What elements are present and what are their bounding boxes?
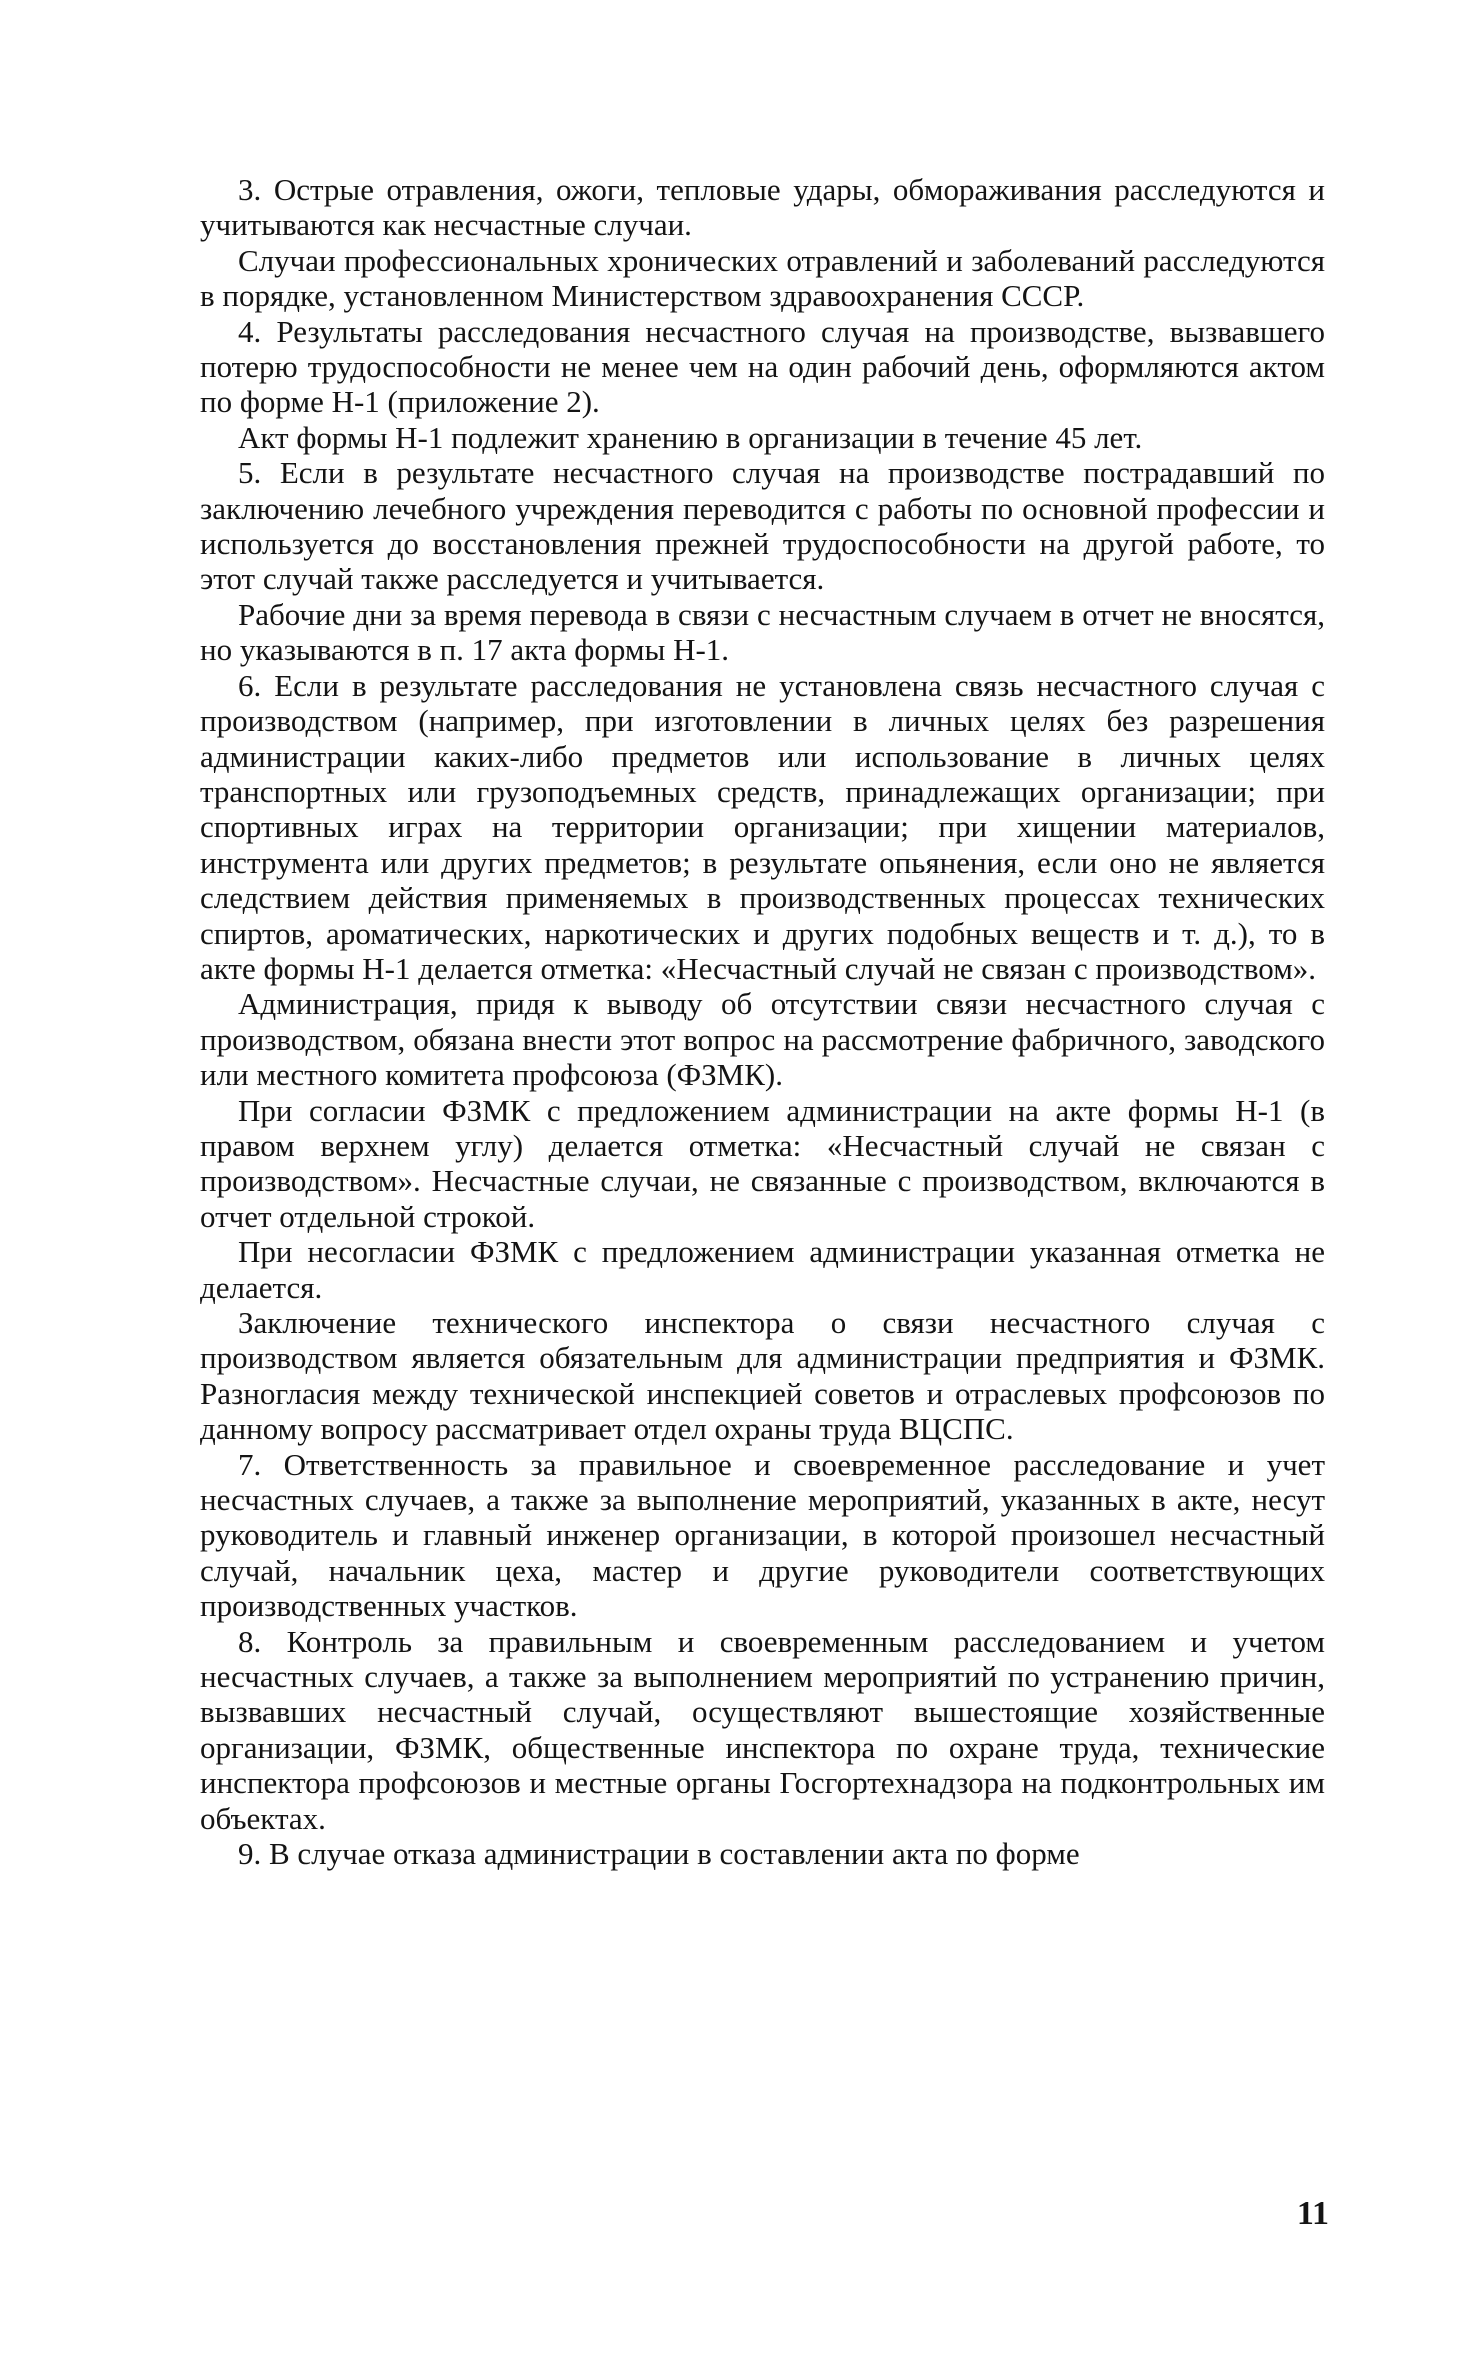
paragraph-inspector-conclusion: Заключение технического инспектора о связи несчастного случая с производством является обязательным для администрации предприятия и ФЗМК. Разногласия между технической инспекцией советов и отраслевых профсоюзов по данному вопросу рассматривает отдел охраны труда ВЦСПС. <box>200 1305 1325 1447</box>
paragraph-3-acute-poisonings: 3. Острые отравления, ожоги, тепловые удары, обмораживания расследуются и учитываются как несчастные случаи. <box>200 172 1325 243</box>
paragraph-7-responsibility: 7. Ответственность за правильное и своевременное расследование и учет несчастных случаев, а также за выполнение мероприятий, указанных в акте, несут руководитель и главный инженер организации, в которой произошел несчастный случай, начальник цеха, мастер и другие руководители соответствующих производственных участков. <box>200 1446 1325 1624</box>
page-number: 11 <box>1296 2195 1329 2232</box>
paragraph-fzmk-disagreement: При несогласии ФЗМК с предложением администрации указанная отметка не делается. <box>200 1234 1325 1305</box>
paragraph-5-transfer: 5. Если в результате несчастного случая на производстве пострадавший по заключению лечебного учреждения переводится с работы по основной профессии и используется до восстановления прежней трудоспособности на другой работе, то этот случай также расследуется и учитывается. <box>200 455 1325 597</box>
paragraph-working-days: Рабочие дни за время перевода в связи с несчастным случаем в отчет не вносятся, но указываются в п. 17 акта формы Н-1. <box>200 596 1325 668</box>
paragraph-act-storage: Акт формы Н-1 подлежит хранению в организации в течение 45 лет. <box>238 419 1143 455</box>
paragraph-occupational-chronic: Случаи профессиональных хронических отравлений и заболеваний расследуются в порядке, установленном Министерством здравоохранения СССР. <box>200 242 1325 314</box>
paragraph-fzmk-agreement: При согласии ФЗМК с предложением администрации на акте формы Н-1 (в правом верхнем углу) делается отметка: «Несчастный случай не связан с производством». Несчастные случаи, не связанные с производством, включаются в отчет отдельной строкой. <box>200 1092 1325 1234</box>
paragraph-6-no-connection: 6. Если в результате расследования не установлена связь несчастного случая с производством (например, при изготовлении в личных целях без разрешения администрации каких-либо предметов или использование в личных целях транспортных или грузоподъемных средств, принадлежащих организации; при спортивных играх на территории организации; при хищении материалов, инструмента или других предметов; в результате опьянения, если оно не является следствием действия применяемых в производственных процессах технических спиртов, ароматических, наркотических и других подобных веществ и т. д.), то в акте формы Н-1 делается отметка: «Несчастный случай не связан с производством». <box>200 667 1325 986</box>
page-body <box>200 172 1325 1872</box>
paragraph-4-investigation-results: 4. Результаты расследования несчастного случая на производстве, вызвавшего потерю трудоспособности не менее чем на один рабочий день, оформляются актом по форме Н-1 (приложение 2). <box>200 313 1325 420</box>
paragraph-8-control: 8. Контроль за правильным и своевременным расследованием и учетом несчастных случаев, а также за выполнением мероприятий по устранению причин, вызвавших несчастный случай, осуществляют вышестоящие хозяйственные организации, ФЗМК, общественные инспектора по охране труда, технические инспектора профсоюзов и местные органы Госгортехнадзора на подконтрольных им объектах. <box>200 1623 1325 1836</box>
paragraph-9-refusal: 9. В случае отказа администрации в составлении акта по форме <box>238 1836 1080 1872</box>
paragraph-administration-conclusion: Администрация, придя к выводу об отсутствии связи несчастного случая с производством, обязана внести этот вопрос на рассмотрение фабричного, заводского или местного комитета профсоюза (ФЗМК). <box>200 986 1325 1093</box>
